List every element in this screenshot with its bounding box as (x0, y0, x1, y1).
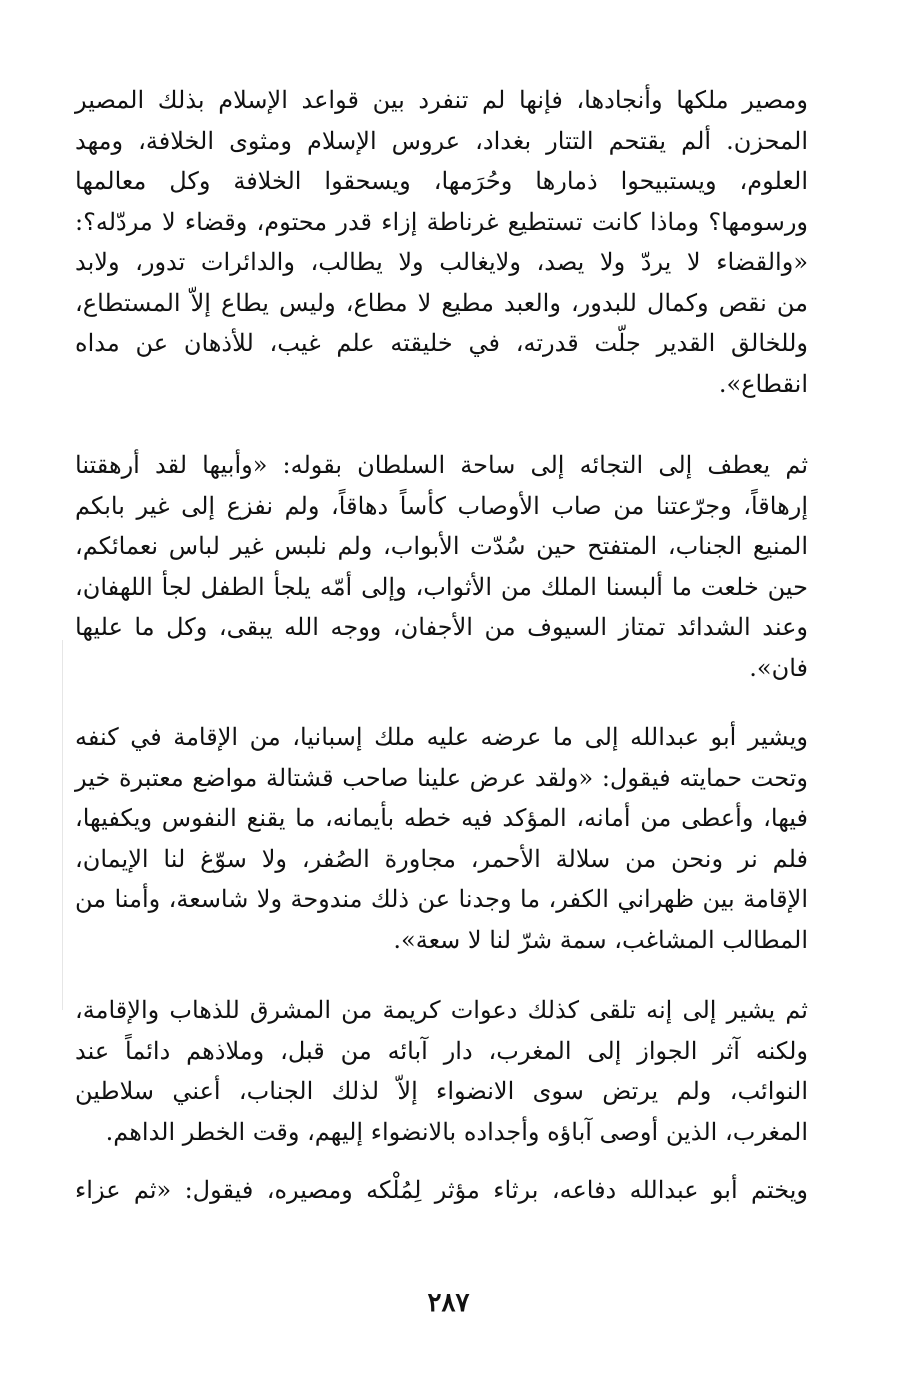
text-line: المطالب المشاغب، سمة شرّ لنا لا سعة». (393, 925, 808, 954)
text-line: من نقص وكمال للبدور، والعبد مطيع لا مطاع، وليس يطاع إلاّ المستطاع، (75, 288, 808, 317)
text-line: ثم يعطف إلى التجائه إلى ساحة السلطان بقوله: «وأبيها لقد أرهقتنا (75, 451, 808, 479)
text-line: ورسومها؟ وماذا كانت تستطيع غرناطة إزاء قدر محتوم، وقضاء لا مردّله؟: (75, 207, 808, 236)
text-line: ثم يشير إلى إنه تلقى كذلك دعوات كريمة من المشرق للذهاب والإقامة، (75, 996, 808, 1024)
text-line: إرهاقاً، وجرّعتنا من صاب الأوصاب كأساً دهاقاً، ولم نفزع إلى غير بابكم (75, 491, 808, 520)
text-line: ومصير ملكها وأنجادها، فإنها لم تنفرد بين قواعد الإسلام بذلك المصير (75, 86, 808, 114)
paragraph-2 (75, 445, 808, 688)
paragraph-3 (75, 717, 808, 960)
text-line: المحزن. ألم يقتحم التتار بغداد، عروس الإسلام ومثوى الخلافة، ومهد (75, 126, 808, 155)
scan-margin-line (62, 640, 63, 1010)
text-line: ويختم أبو عبدالله دفاعه، برثاء مؤثر لِمُلْكه ومصيره، فيقول: «ثم عزاء (75, 1176, 808, 1204)
text-line: النوائب، ولم يرتض سوى الانضواء إلاّ لذلك الجناب، أعني سلاطين (75, 1077, 808, 1105)
page-number: ٢٨٧ (427, 1288, 470, 1318)
text-line: وتحت حمايته فيقول: «ولقد عرض علينا صاحب قشتالة مواضع معتبرة خير (75, 763, 808, 792)
text-line: حين خلعت ما ألبسنا الملك من الأثواب، وإلى أمّه يلجأ الطفل لجأ اللهفان، (75, 572, 808, 601)
text-line: ولكنه آثر الجواز إلى المغرب، دار آبائه من قبل، وملاذهم دائماً عند (75, 1036, 808, 1065)
text-line: فيها، وأعطى من أمانه، المؤكد فيه خطه بأيمانه، ما يقنع النفوس ويكفيها، (75, 804, 808, 832)
text-line: فان». (749, 653, 808, 682)
text-line: «والقضاء لا يردّ ولا يصد، ولايغالب ولا يطالب، والدائرات تدور، ولابد (75, 248, 808, 276)
paragraph-1 (75, 80, 808, 404)
text-line: وعند الشدائد تمتاز السيوف من الأجفان، ووجه الله يبقى، وكل ما عليها (75, 613, 808, 641)
text-line: انقطاع». (718, 369, 808, 398)
paragraph-4 (75, 990, 808, 1152)
text-line: العلوم، ويستبيحوا ذمارها وحُرَمها، ويسحقوا الخلافة وكل معالمها (75, 167, 808, 195)
text-line: وللخالق القدير جلّت قدرته، في خليقته علم غيب، للأذهان عن مداه (75, 329, 808, 357)
text-line: المغرب، الذين أوصى آباؤه وأجداده بالانضواء إليهم، وقت الخطر الداهم. (105, 1117, 808, 1146)
text-line: ويشير أبو عبدالله إلى ما عرضه عليه ملك إسبانيا، من الإقامة في كنفه (75, 723, 808, 751)
text-line: الإقامة بين ظهراني الكفر، ما وجدنا عن ذلك مندوحة ولا شاسعة، وأمنا من (75, 885, 808, 913)
paragraph-5 (75, 1170, 808, 1211)
text-line: فلم نر ونحن من سلالة الأحمر، مجاورة الصُفر، ولا سوّغ لنا الإيمان، (75, 844, 808, 873)
text-line: المنيع الجناب، المتفتح حين سُدّت الأبواب، ولم نلبس غير لباس نعمائكم، (75, 532, 808, 560)
